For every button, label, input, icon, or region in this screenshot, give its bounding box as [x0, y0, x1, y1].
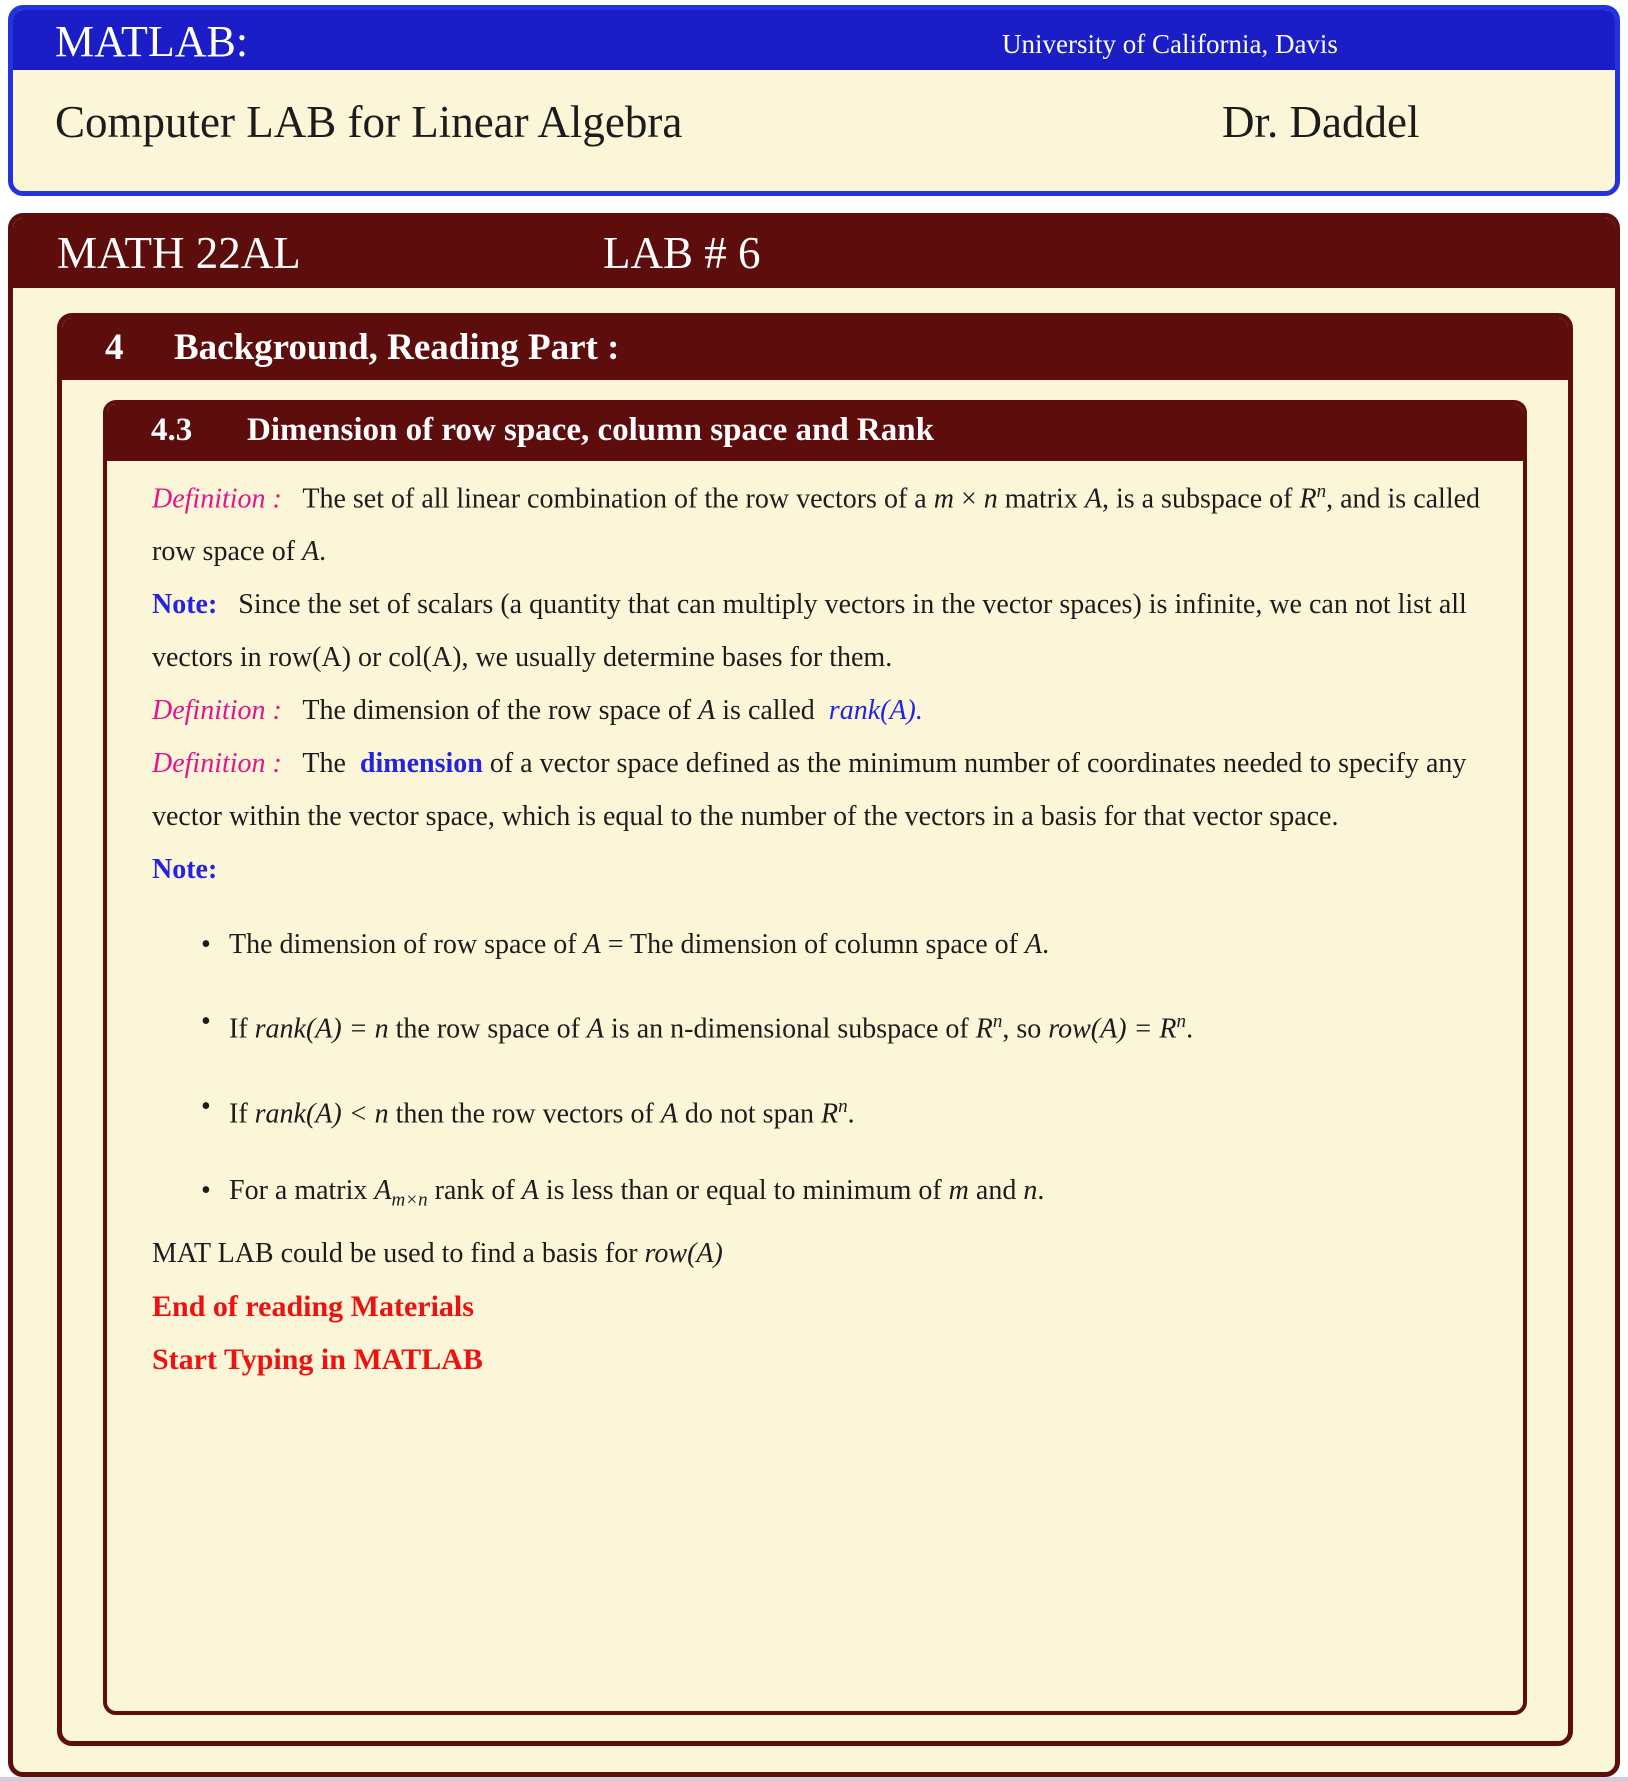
page-bottom-edge	[0, 1777, 1628, 1782]
bullet-item: • The dimension of row space of A = The dimension of column space of A.	[229, 918, 1485, 971]
course-title: Computer LAB for Linear Algebra	[55, 97, 683, 147]
definition-dimension: Definition : The dimension of a vector space defined as the minimum number of coordinates needed to specify any vector within the vector space, which is equal to the number of the vectors in a basis for that vector space.	[152, 748, 1467, 833]
section-title: Background, Reading Part :	[174, 327, 620, 368]
instructor-name: Dr. Daddel	[1222, 97, 1420, 147]
lab-number-label: LAB # 6	[603, 228, 761, 278]
subsection-content	[107, 461, 1523, 1386]
subsection-title-bar	[107, 404, 1523, 461]
note-bullet-list	[152, 918, 1485, 1226]
matlab-basis-note: MAT LAB could be used to find a basis for row(A)	[152, 1237, 723, 1269]
matlab-brand-label: MATLAB:	[55, 17, 249, 66]
end-of-reading-label: End of reading Materials	[152, 1289, 474, 1323]
lab-title-bar	[13, 218, 1615, 288]
header-title-bar	[13, 10, 1615, 70]
subsection-title: Dimension of row space, column space and Rank	[247, 412, 934, 448]
course-code-label: MATH 22AL	[57, 228, 301, 278]
definition-rank: Definition : The dimension of the row space of A is called rank(A).	[152, 695, 923, 727]
bullet-item: • For a matrix $A_{m\times n}$ rank of A is less than or equal to minimum of m and n.	[229, 1164, 1485, 1227]
header-box	[8, 5, 1620, 196]
university-label: University of California, Davis	[1002, 29, 1338, 59]
start-typing-label: Start Typing in MATLAB	[152, 1342, 483, 1376]
section-title-bar	[62, 318, 1568, 380]
note-heading: Note:	[152, 854, 218, 886]
subsection-number: 4.3	[151, 412, 193, 448]
bullet-item: • If rank(A) = n the row space of A is an n-dimensional subspace of $R^n$, so $row(A) = R^n$.	[229, 995, 1485, 1055]
section-number: 4	[105, 327, 124, 368]
bullet-item: • If rank(A) < n then the row vectors of A do not span $R^n$.	[229, 1080, 1485, 1140]
definition-row-space: Definition : The set of all linear combination of the row vectors of a m × n matrix A, is a subspace of $R^n$, and is called row space of A.	[152, 481, 1481, 568]
header-body	[13, 70, 1615, 191]
subsection-box	[103, 400, 1527, 1715]
note-scalars: Note: Since the set of scalars (a quantity that can multiply vectors in the vector spaces) is infinite, we can not list all vectors in row(A) or col(A), we usually determine bases for them.	[152, 589, 1467, 674]
